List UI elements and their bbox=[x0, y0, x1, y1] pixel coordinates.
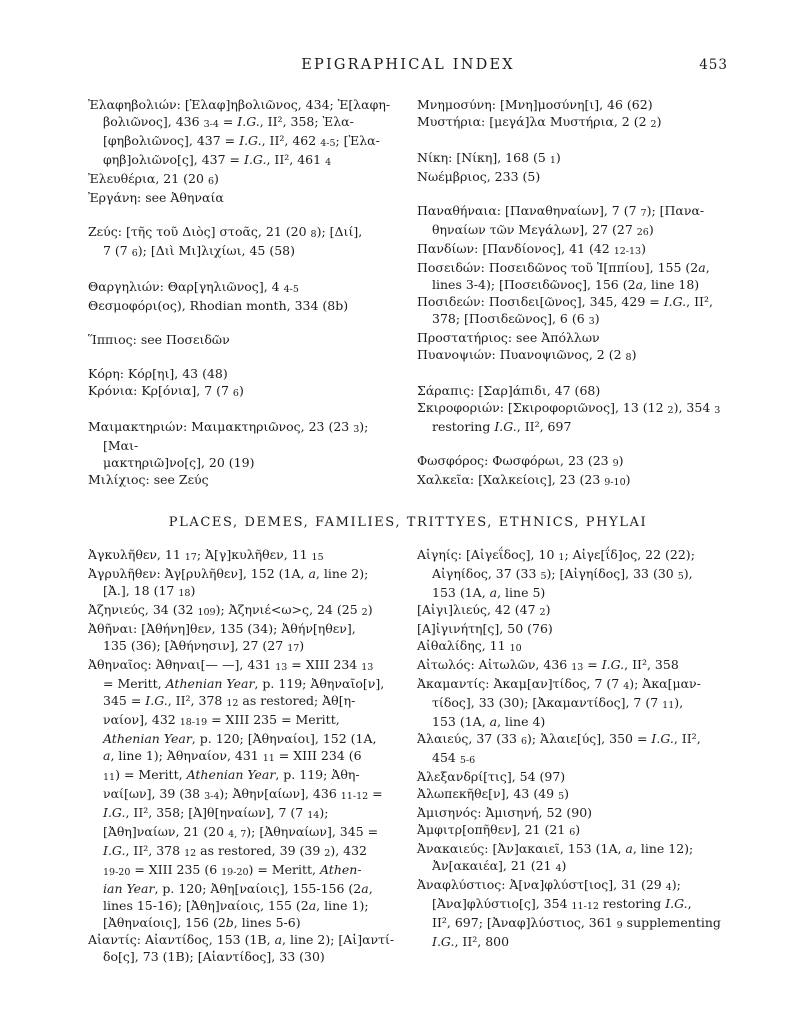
italic-text: b bbox=[225, 915, 234, 930]
two-column-layout bbox=[88, 96, 728, 490]
alphabetical-group bbox=[88, 331, 399, 348]
italic-text: a bbox=[361, 881, 369, 896]
line-number: 10 bbox=[509, 643, 522, 654]
line-number: 5-6 bbox=[459, 755, 476, 766]
left-column bbox=[88, 96, 399, 490]
italic-text: Athen- bbox=[320, 862, 362, 877]
line-number: 8 bbox=[310, 229, 317, 240]
index-entry: Ποσειδών: Ποσειδῶνος τοῦ Ἱ[ππίου], 155 (2a, lines 3-4); [Ποσειδῶνος], 156 (2a, line 18) bbox=[417, 260, 710, 292]
line-number: 11 bbox=[103, 772, 116, 783]
italic-text: a bbox=[635, 277, 644, 292]
index-entry: Παναθήναια: [Παναθηναίων], 7 (7 7); [Πανα- θηναίων τῶν Μεγάλων], 27 (27 26) bbox=[417, 203, 705, 238]
index-entry: Μαιμακτηριών: Μαιμακτηριῶνος, 23 (23 3); [Μαι- μακτηριῶ]νο[ς], 20 (19) bbox=[88, 419, 369, 470]
index-entry: Ἐργάνη: see Ἀθηναία bbox=[88, 190, 224, 205]
italic-text: ian Year bbox=[103, 881, 155, 896]
alphabetical-group bbox=[88, 278, 399, 314]
line-number: 2 bbox=[667, 405, 674, 416]
index-entry: Ἀγκυλῆθεν, 11 17; Ἀ[γ]κυλῆθεν, 11 15 bbox=[88, 547, 324, 563]
alphabetical-group bbox=[88, 96, 399, 206]
index-entry: Ἀμφιτρ[οπῆθεν], 21 (21 6) bbox=[417, 822, 581, 838]
italic-text: I.G. bbox=[244, 152, 267, 167]
index-entry: Προστατήριος: see Ἀπόλλων bbox=[417, 330, 600, 345]
two-column-layout bbox=[88, 546, 728, 965]
index-entry: Νίκη: [Νίκη], 168 (5 1) bbox=[417, 150, 561, 166]
italic-text: I.G. bbox=[665, 896, 688, 911]
index-entry: Ἵππιος: see Ποσειδῶν bbox=[88, 332, 230, 347]
index-entry: Κρόνια: Κρ[όνια], 7 (7 6) bbox=[88, 383, 244, 399]
italic-text: I.G. bbox=[103, 843, 126, 858]
index-entry: Σκιροφοριών: [Σκιροφοριῶνος], 13 (12 2), 354 3 restoring I.G., II², 697 bbox=[417, 400, 721, 434]
index-entry: Ἀλεξανδρί[τις], 54 (97) bbox=[417, 769, 566, 784]
line-number: 4 bbox=[665, 882, 672, 893]
italic-text: I.G. bbox=[651, 731, 674, 746]
italic-text: a bbox=[308, 898, 317, 913]
index-entry: Ἁλαιεύς, 37 (33 6); Ἁλαιε[ύς], 350 = I.G., II², 454 5-6 bbox=[417, 731, 701, 766]
index-section-places bbox=[88, 546, 728, 965]
line-number: 4 bbox=[623, 681, 630, 692]
italic-text: I.G. bbox=[494, 419, 517, 434]
index-entry: Ἀλωπεκῆθε[ν], 43 (49 5) bbox=[417, 786, 570, 802]
index-entry: Θεσμοφόρι(ος), Rhodian month, 334 (8b) bbox=[88, 298, 349, 313]
line-number: 6 bbox=[520, 736, 527, 747]
line-number: 2 bbox=[539, 607, 546, 618]
italic-text: a bbox=[625, 841, 633, 856]
line-number: 6 bbox=[207, 176, 214, 187]
alphabetical-group bbox=[417, 546, 728, 950]
italic-text: a bbox=[274, 932, 283, 947]
line-number: 17 bbox=[287, 643, 300, 654]
index-section-deities-months bbox=[88, 96, 728, 490]
line-number: 7 bbox=[640, 208, 647, 219]
index-entry: Ποσιδεών: Ποσιδει[ῶνος], 345, 429 = I.G., II², 378; [Ποσιδεῶνος], 6 (6 3) bbox=[417, 294, 713, 327]
index-entry: Αἰθαλίδης, 11 10 bbox=[417, 638, 522, 654]
italic-text: I.G. bbox=[239, 133, 262, 148]
line-number: 2 bbox=[324, 848, 331, 859]
line-number: 4-5 bbox=[320, 138, 336, 149]
line-number: 26 bbox=[636, 227, 649, 238]
italic-text: a bbox=[489, 714, 498, 729]
page-number: 453 bbox=[699, 57, 728, 73]
italic-text: a bbox=[489, 585, 498, 600]
line-number: 15 bbox=[311, 552, 324, 563]
alphabetical-group bbox=[417, 202, 728, 365]
line-number: 18 bbox=[178, 588, 191, 599]
index-entry: Ἀκαμαντίς: Ἀκαμ[αν]τίδος, 7 (7 4); Ἀκα[μαν- τίδος], 33 (30); [Ἀκαμαντίδος], 7 (7 11), 153 (1A, a, line 4) bbox=[417, 676, 701, 729]
index-entry: Ζεύς: [τῆς τοῦ Διὸς] στοᾶς, 21 (20 8); [Διί], 7 (7 6); [Διὶ Μι]λιχίωι, 45 (58) bbox=[88, 224, 363, 259]
italic-text: I.G. bbox=[145, 693, 168, 708]
index-entry: Φωσφόρος: Φωσφόρωι, 23 (23 9) bbox=[417, 453, 624, 469]
line-number: 5 bbox=[677, 571, 684, 582]
italic-text: a bbox=[103, 748, 111, 763]
page-header bbox=[88, 56, 728, 74]
line-number: 13 bbox=[571, 662, 584, 673]
line-number: 18-19 bbox=[179, 717, 208, 728]
index-entry: Ἀθηναῖος: Ἀθηναι[— —], 431 13 = XIII 234 13 = Meritt, Athenian Year, p. 119; Ἀθηναῖο[ν], 345 = I.G., II², 378 12 as restored; Ἀθ[η- ναίον], 432 18-19 = XIII 235 = Meritt, Athenian Year, p. 120; [Ἀθηναίοι], 152 (1A, a, line 1); Ἀθηναίον, 431 11 = XIII 234 (6 11) = Meritt, Athenian Year, p. 119; Ἀθη- ναί[ων], 39 (38 3-4); Ἀθην[αίων], 436 11-12 = I.G., II², 358; [Ἀ]θ[ηναίων], 7 (7 14); [Ἀθη]ναίων, 21 (20 4, 7); [Ἀθηναίων], 345 = I.G., II², 378 12 as restored, 39 (39 2), 432 19-20 = XIII 235 (6 19-20) = Meritt, Athen- ian Year, p. 120; Ἀθη[ναίοις], 155-156 (2a, lines 15-16); [Ἀθη]ναίοις, 155 (2a, line 1); [Ἀθηναίοις], 156 (2b, lines 5-6) bbox=[88, 657, 385, 930]
line-number: 3-4 bbox=[203, 119, 219, 130]
line-number: 4 bbox=[555, 863, 562, 874]
alphabetical-group bbox=[88, 365, 399, 401]
index-entry: Μνημοσύνη: [Μνη]μοσύνη[ι], 46 (62) bbox=[417, 97, 653, 112]
index-entry: Ἀθῆναι: [Ἀθήνη]θεν, 135 (34); Ἀθήν[ηθεν], 135 (36); [Ἀθήνησιν], 27 (27 17) bbox=[88, 621, 356, 654]
line-number: 1 bbox=[549, 155, 556, 166]
index-entry: Θαργηλιών: Θαρ[γηλιῶνος], 4 4-5 bbox=[88, 279, 299, 295]
italic-text: Athenian Year bbox=[103, 731, 192, 746]
index-entry: Ἀναφλύστιος: Ἀ[να]φλύστ[ιος], 31 (29 4); [Ἀνα]φλύστιο[ς], 354 11-12 restoring I.G., II², 697; [Ἀναφ]λύστιος, 361 9 supplementing I.G., II², 800 bbox=[417, 877, 721, 949]
index-entry: [Α]ἰγινήτη[ς], 50 (76) bbox=[417, 621, 553, 636]
index-entry: Μυστήρια: [μεγά]λα Μυστήρια, 2 (2 2) bbox=[417, 114, 662, 130]
line-number: 6 bbox=[131, 248, 138, 259]
alphabetical-group bbox=[88, 418, 399, 488]
italic-text: I.G. bbox=[237, 114, 260, 129]
index-entry: Ἀζηνιεύς, 34 (32 109); Ἀζηνιέ<ω>ς, 24 (25 2) bbox=[88, 602, 373, 618]
line-number: 6 bbox=[569, 827, 576, 838]
index-entry: Αἰτωλός: Αἰτωλῶν, 436 13 = I.G., II², 358 bbox=[417, 657, 679, 673]
index-entry: Ἀμισηνός: Ἀμισηνή, 52 (90) bbox=[417, 805, 593, 820]
line-number: 9 bbox=[612, 458, 619, 469]
alphabetical-group bbox=[417, 96, 728, 132]
line-number: 19-20 bbox=[221, 867, 249, 878]
line-number: 3 bbox=[588, 316, 595, 327]
line-number: 14 bbox=[307, 810, 320, 821]
line-number: 11 bbox=[662, 700, 675, 711]
italic-text: Athenian Year bbox=[165, 676, 255, 691]
alphabetical-group bbox=[417, 452, 728, 490]
line-number: 3 bbox=[353, 424, 360, 435]
alphabetical-group bbox=[417, 382, 728, 435]
index-entry: Χαλκεῖα: [Χαλκείοις], 23 (23 9-10) bbox=[417, 472, 631, 488]
index-entry: Κόρη: Κόρ[ηι], 43 (48) bbox=[88, 366, 228, 381]
running-head: EPIGRAPHICAL INDEX bbox=[301, 57, 515, 73]
line-number: 11-12 bbox=[571, 901, 599, 912]
index-entry: Ἀγρυλῆθεν: Ἀγ[ρυλῆθεν], 152 (1A, a, line 2); [Ἀ.], 18 (17 18) bbox=[88, 566, 369, 599]
line-number: 8 bbox=[625, 352, 632, 363]
line-number: 1 bbox=[558, 552, 565, 563]
italic-text: a bbox=[308, 566, 316, 581]
line-number: 109 bbox=[197, 607, 216, 618]
index-entry: [Αἰγι]λιεύς, 42 (47 2) bbox=[417, 602, 551, 618]
line-number: 12-13 bbox=[613, 246, 642, 257]
index-entry: Πυανοψιών: Πυανοψιῶνος, 2 (2 8) bbox=[417, 347, 637, 363]
line-number: 4-5 bbox=[283, 284, 299, 295]
italic-text: I.G. bbox=[432, 934, 455, 949]
line-number: 4, 7 bbox=[228, 829, 247, 840]
index-entry: Νωέμβριος, 233 (5) bbox=[417, 169, 541, 184]
line-number: 3 bbox=[714, 405, 721, 416]
line-number: 12 bbox=[226, 698, 239, 709]
line-number: 2 bbox=[650, 119, 657, 130]
alphabetical-group bbox=[417, 149, 728, 185]
line-number: 19-20 bbox=[103, 867, 131, 878]
line-number: 17 bbox=[184, 552, 197, 563]
left-column bbox=[88, 546, 399, 965]
alphabetical-group bbox=[88, 546, 399, 965]
index-entry: Αἰγηίς: [Αἰγεΐδος], 10 1; Αἰγε[ΐδ]ος, 22 (22); Αἰγηίδος, 37 (33 5); [Αἰγηίδος], 33 (30 5), 153 (1A, a, line 5) bbox=[417, 547, 695, 600]
alphabetical-group bbox=[88, 223, 399, 261]
index-entry: Πανδίων: [Πανδίονος], 41 (42 12-13) bbox=[417, 241, 646, 257]
section-heading-places: PLACES, DEMES, FAMILIES, TRITTYES, ETHNICS, PHYLAI bbox=[168, 515, 648, 530]
italic-text: Athenian Year bbox=[186, 767, 276, 782]
line-number: 9 bbox=[616, 920, 623, 931]
right-column bbox=[417, 96, 728, 490]
index-entry: Αἰαντίς: Αἰαντίδος, 153 (1B, a, line 2); [Αἰ]αντί- δο[ς], 73 (1B); [Αἰαντίδος], 33 (30) bbox=[88, 932, 395, 964]
index-entry: Σάραπις: [Σαρ]άπιδι, 47 (68) bbox=[417, 383, 601, 398]
italic-text: I.G. bbox=[103, 805, 126, 820]
line-number: 13 bbox=[275, 662, 288, 673]
line-number: 12 bbox=[184, 848, 197, 859]
line-number: 11 bbox=[262, 753, 275, 764]
line-number: 11-12 bbox=[340, 791, 369, 802]
index-entry: Ἐλαφηβολιών: [Ἐλαφ]ηβολιῶνος, 434; Ἐ[λαφη- βολιῶνος], 436 3-4 = I.G., II², 358; Ἐλα- [φηβολιῶνος], 437 = I.G., II², 462 4-5; [Ἐλα- φηβ]ολιῶνο[ς], 437 = I.G., II², 461 4 bbox=[88, 97, 391, 168]
index-entry: Ἀνακαιεύς: [Ἀν]ακαιεῖ, 153 (1A, a, line 12); Ἀν[ακαιέα], 21 (21 4) bbox=[417, 841, 694, 874]
italic-text: I.G. bbox=[601, 657, 625, 672]
line-number: 4 bbox=[325, 157, 332, 168]
line-number: 9-10 bbox=[604, 477, 626, 488]
line-number: 3-4 bbox=[204, 791, 220, 802]
index-entry: Μιλίχιος: see Ζεύς bbox=[88, 472, 209, 487]
line-number: 13 bbox=[361, 662, 374, 673]
italic-text: a bbox=[698, 260, 706, 275]
index-entry: Ἐλευθέρια, 21 (20 6) bbox=[88, 171, 219, 187]
line-number: 2 bbox=[361, 607, 368, 618]
italic-text: I.G. bbox=[663, 294, 687, 309]
line-number: 5 bbox=[558, 791, 565, 802]
right-column bbox=[417, 546, 728, 965]
line-number: 6 bbox=[232, 388, 239, 399]
line-number: 5 bbox=[540, 571, 547, 582]
